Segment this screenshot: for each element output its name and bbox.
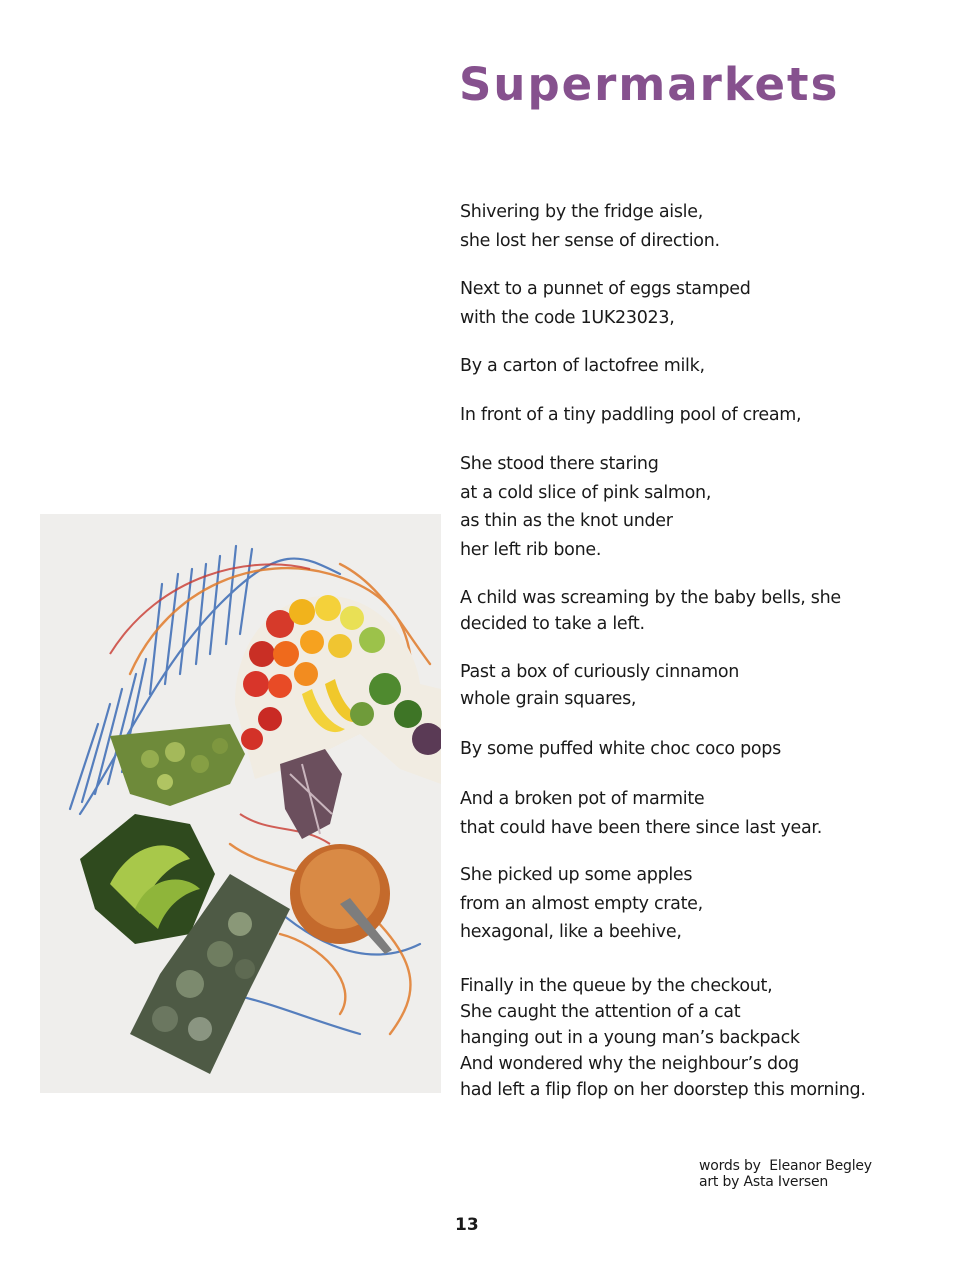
poem-stanza [460,352,930,381]
poem-line: Shivering by the fridge aisle, [460,202,703,222]
poem-line: A child was screaming by the baby bells, she [460,588,841,608]
poem-line: that could have been there since last year. [460,817,822,838]
poem-line: She picked up some apples [460,865,693,885]
poem-stanza [460,585,930,637]
poem-stanza [460,735,930,764]
poem-stanza [460,785,930,842]
credit-words: words by Eleanor Begley [699,1158,872,1174]
poem-line: she lost her sense of direction. [460,230,720,251]
poem-line: as thin as the knot under [460,511,673,531]
poem-line: decided to take a left. [460,614,645,634]
poem-line: She stood there staring [460,454,659,474]
collage-artwork [40,514,441,1093]
poem-line: And a broken pot of marmite [460,789,705,809]
poem-line: at a cold slice of pink salmon, [460,482,712,503]
poem-line: had left a flip flop on her doorstep this morning. [460,1080,866,1100]
poem-stanza [460,198,930,255]
romanesco-cutout [110,724,245,806]
poem-line: By some puffed white choc coco pops [460,739,781,759]
poem-line: Next to a punnet of eggs stamped [460,279,751,299]
purple-leaf-cutout [280,749,342,839]
poem-line: with the code 1UK23023, [460,307,675,328]
poem-line: hexagonal, like a beehive, [460,922,682,942]
credit-art: art by Asta Iversen [699,1174,829,1190]
poem-line: Finally in the queue by the checkout, [460,976,773,996]
page-title: Supermarkets [459,58,840,111]
fruit-vegetable-cutout [235,595,441,784]
poem-stanza [460,401,930,430]
poem-line: In front of a tiny paddling pool of cream, [460,405,802,425]
poem-line: She caught the attention of a cat [460,1002,741,1022]
poem-stanza [460,275,930,332]
poem-line: from an almost empty crate, [460,893,703,914]
poem-stanza [460,659,930,713]
poem-stanza [460,450,930,564]
poem-stanza [460,861,930,947]
poem-line: By a carton of lactofree milk, [460,356,705,376]
page-number: 13 [455,1215,479,1235]
poem-line: whole grain squares, [460,689,637,709]
poem-line: Past a box of curiously cinnamon [460,662,740,682]
collage-drawing [40,514,441,1093]
poem-line: hanging out in a young man’s backpack [460,1028,800,1048]
poem-line: her left rib bone. [460,539,602,560]
poem-stanza [460,973,930,1103]
poem-line: And wondered why the neighbour’s dog [460,1054,799,1074]
spice-bowl-cutout [290,844,392,954]
credits [699,1158,872,1190]
